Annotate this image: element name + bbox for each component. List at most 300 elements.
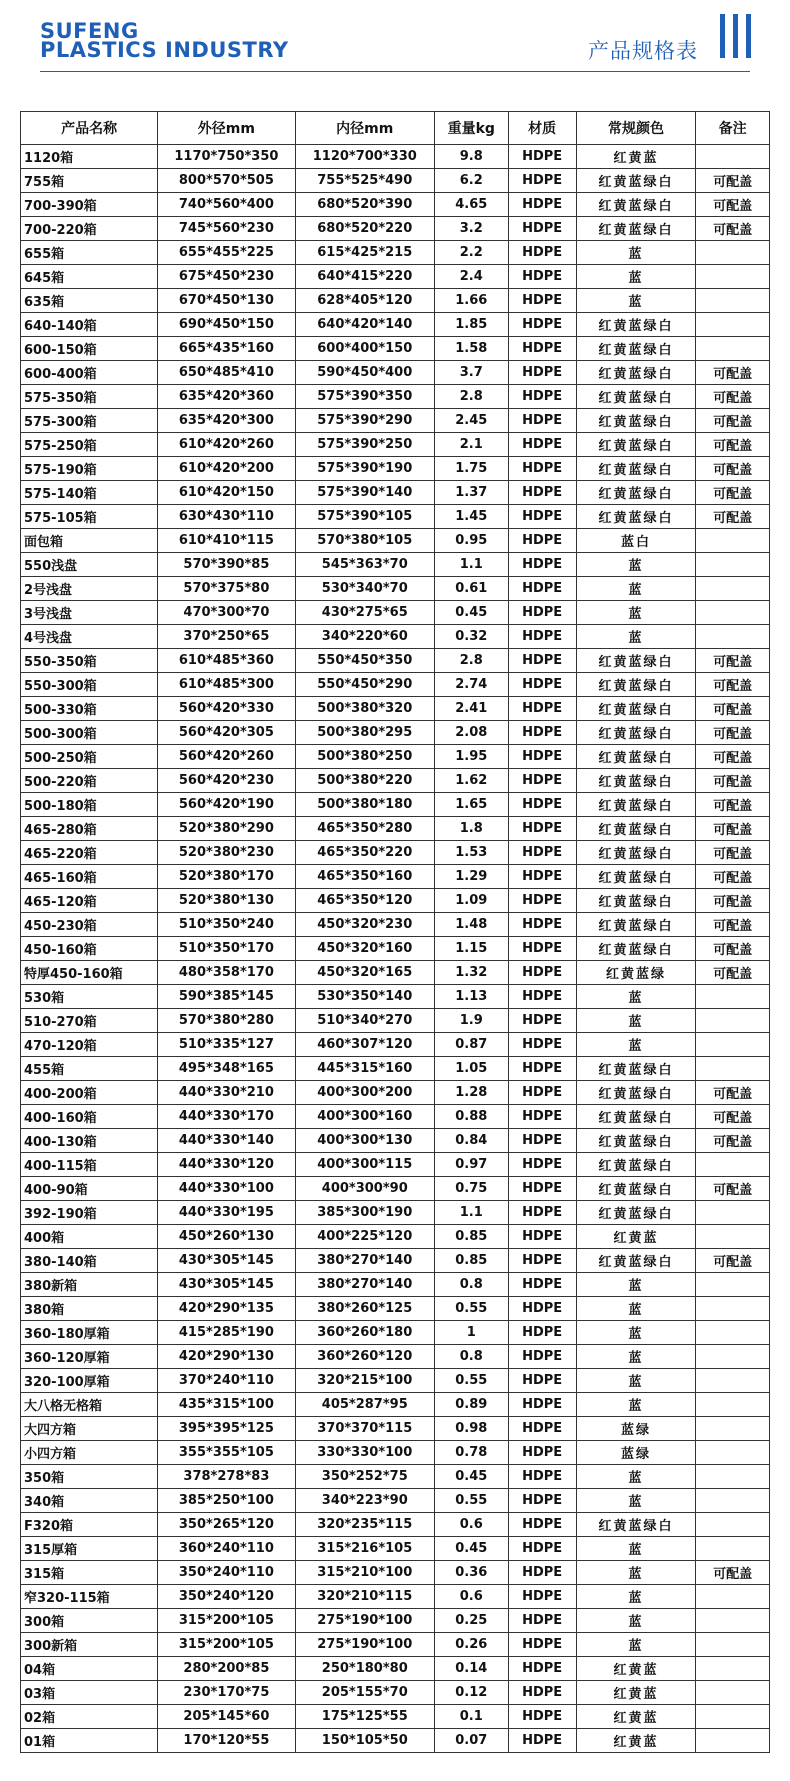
- cell-name: 645箱: [21, 265, 158, 289]
- cell-note: [696, 1417, 770, 1441]
- cell-weight: 0.6: [435, 1585, 509, 1609]
- cell-inner-size: 465*350*280: [295, 817, 434, 841]
- cell-material: HDPE: [508, 1321, 576, 1345]
- cell-note: [696, 1537, 770, 1561]
- cell-inner-size: 370*370*115: [295, 1417, 434, 1441]
- cell-weight: 4.65: [435, 193, 509, 217]
- cell-name: 470-120箱: [21, 1033, 158, 1057]
- cell-color: 红黄蓝绿白: [576, 745, 696, 769]
- cell-weight: 1.66: [435, 289, 509, 313]
- cell-inner-size: 400*300*160: [295, 1105, 434, 1129]
- cell-note: [696, 1705, 770, 1729]
- cell-color: 蓝: [576, 1585, 696, 1609]
- cell-outer-size: 635*420*360: [158, 385, 295, 409]
- cell-material: HDPE: [508, 1609, 576, 1633]
- cell-material: HDPE: [508, 193, 576, 217]
- cell-name: 500-250箱: [21, 745, 158, 769]
- cell-name: F320箱: [21, 1513, 158, 1537]
- table-row: [21, 1249, 770, 1273]
- cell-name: 380箱: [21, 1297, 158, 1321]
- table-row: [21, 289, 770, 313]
- cell-inner-size: 340*223*90: [295, 1489, 434, 1513]
- cell-name: 02箱: [21, 1705, 158, 1729]
- cell-color: 蓝: [576, 577, 696, 601]
- cell-name: 400箱: [21, 1225, 158, 1249]
- table-row: [21, 1345, 770, 1369]
- cell-weight: 3.7: [435, 361, 509, 385]
- cell-color: 蓝: [576, 1561, 696, 1585]
- cell-name: 4号浅盘: [21, 625, 158, 649]
- cell-material: HDPE: [508, 169, 576, 193]
- cell-color: 红黄蓝: [576, 1729, 696, 1753]
- cell-outer-size: 350*240*110: [158, 1561, 295, 1585]
- cell-inner-size: 530*340*70: [295, 577, 434, 601]
- cell-inner-size: 205*155*70: [295, 1681, 434, 1705]
- table-row: [21, 1657, 770, 1681]
- cell-outer-size: 570*390*85: [158, 553, 295, 577]
- cell-material: HDPE: [508, 529, 576, 553]
- cell-weight: 2.41: [435, 697, 509, 721]
- cell-note: 可配盖: [696, 481, 770, 505]
- cell-weight: 0.12: [435, 1681, 509, 1705]
- cell-weight: 0.84: [435, 1129, 509, 1153]
- cell-outer-size: 800*570*505: [158, 169, 295, 193]
- cell-inner-size: 755*525*490: [295, 169, 434, 193]
- cell-outer-size: 315*200*105: [158, 1633, 295, 1657]
- cell-name: 3号浅盘: [21, 601, 158, 625]
- cell-inner-size: 380*270*140: [295, 1273, 434, 1297]
- table-row: [21, 1201, 770, 1225]
- cell-material: HDPE: [508, 409, 576, 433]
- cell-color: 红黄蓝绿白: [576, 817, 696, 841]
- cell-outer-size: 610*410*115: [158, 529, 295, 553]
- cell-name: 500-300箱: [21, 721, 158, 745]
- cell-material: HDPE: [508, 1129, 576, 1153]
- cell-note: [696, 337, 770, 361]
- table-row: [21, 889, 770, 913]
- cell-material: HDPE: [508, 1633, 576, 1657]
- cell-color: 红黄蓝绿白: [576, 1177, 696, 1201]
- cell-color: 红黄蓝: [576, 1657, 696, 1681]
- cell-weight: 1.13: [435, 985, 509, 1009]
- cell-weight: 0.78: [435, 1441, 509, 1465]
- cell-material: HDPE: [508, 961, 576, 985]
- cell-inner-size: 628*405*120: [295, 289, 434, 313]
- cell-note: [696, 1345, 770, 1369]
- cell-weight: 0.45: [435, 1465, 509, 1489]
- cell-outer-size: 560*420*260: [158, 745, 295, 769]
- cell-material: HDPE: [508, 913, 576, 937]
- table-row: [21, 481, 770, 505]
- cell-material: HDPE: [508, 481, 576, 505]
- column-header-outer: 外径mm: [158, 112, 295, 145]
- table-row: [21, 961, 770, 985]
- brand-line-1: SUFENG: [40, 19, 139, 43]
- cell-note: 可配盖: [696, 889, 770, 913]
- cell-material: HDPE: [508, 1513, 576, 1537]
- cell-color: 蓝: [576, 1321, 696, 1345]
- cell-note: 可配盖: [696, 865, 770, 889]
- cell-weight: 0.8: [435, 1273, 509, 1297]
- cell-color: 红黄蓝绿白: [576, 433, 696, 457]
- cell-outer-size: 675*450*230: [158, 265, 295, 289]
- cell-name: 510-270箱: [21, 1009, 158, 1033]
- cell-color: 红黄蓝绿白: [576, 1105, 696, 1129]
- cell-weight: 0.55: [435, 1297, 509, 1321]
- column-header-name: 产品名称: [21, 112, 158, 145]
- cell-inner-size: 530*350*140: [295, 985, 434, 1009]
- table-row: [21, 1057, 770, 1081]
- cell-material: HDPE: [508, 1105, 576, 1129]
- table-row: [21, 385, 770, 409]
- cell-outer-size: 520*380*290: [158, 817, 295, 841]
- cell-inner-size: 575*390*350: [295, 385, 434, 409]
- cell-material: HDPE: [508, 841, 576, 865]
- cell-material: HDPE: [508, 1537, 576, 1561]
- cell-outer-size: 630*430*110: [158, 505, 295, 529]
- cell-outer-size: 655*455*225: [158, 241, 295, 265]
- table-row: [21, 1465, 770, 1489]
- cell-material: HDPE: [508, 889, 576, 913]
- cell-name: 600-400箱: [21, 361, 158, 385]
- cell-name: 大四方箱: [21, 1417, 158, 1441]
- cell-color: 蓝: [576, 241, 696, 265]
- cell-outer-size: 1170*750*350: [158, 145, 295, 169]
- cell-note: [696, 625, 770, 649]
- cell-outer-size: 690*450*150: [158, 313, 295, 337]
- cell-weight: 2.1: [435, 433, 509, 457]
- cell-material: HDPE: [508, 1297, 576, 1321]
- cell-outer-size: 520*380*130: [158, 889, 295, 913]
- cell-material: HDPE: [508, 1201, 576, 1225]
- cell-color: 蓝: [576, 1009, 696, 1033]
- cell-weight: 1.48: [435, 913, 509, 937]
- cell-note: [696, 1633, 770, 1657]
- cell-color: 蓝: [576, 601, 696, 625]
- cell-name: 360-180厚箱: [21, 1321, 158, 1345]
- cell-name: 400-200箱: [21, 1081, 158, 1105]
- cell-material: HDPE: [508, 1705, 576, 1729]
- cell-name: 455箱: [21, 1057, 158, 1081]
- cell-outer-size: 560*420*230: [158, 769, 295, 793]
- cell-weight: 2.45: [435, 409, 509, 433]
- cell-inner-size: 150*105*50: [295, 1729, 434, 1753]
- table-row: [21, 1009, 770, 1033]
- cell-note: 可配盖: [696, 817, 770, 841]
- cell-name: 392-190箱: [21, 1201, 158, 1225]
- cell-weight: 3.2: [435, 217, 509, 241]
- cell-outer-size: 420*290*130: [158, 1345, 295, 1369]
- cell-color: 红黄蓝绿白: [576, 505, 696, 529]
- cell-outer-size: 350*240*120: [158, 1585, 295, 1609]
- cell-name: 465-280箱: [21, 817, 158, 841]
- cell-inner-size: 640*415*220: [295, 265, 434, 289]
- cell-weight: 0.26: [435, 1633, 509, 1657]
- cell-note: [696, 1609, 770, 1633]
- table-row: [21, 1417, 770, 1441]
- cell-note: [696, 1009, 770, 1033]
- cell-name: 575-300箱: [21, 409, 158, 433]
- cell-material: HDPE: [508, 1225, 576, 1249]
- cell-material: HDPE: [508, 601, 576, 625]
- cell-inner-size: 320*210*115: [295, 1585, 434, 1609]
- cell-name: 575-140箱: [21, 481, 158, 505]
- cell-weight: 0.85: [435, 1249, 509, 1273]
- cell-name: 350箱: [21, 1465, 158, 1489]
- cell-weight: 1.09: [435, 889, 509, 913]
- header-divider: [40, 71, 750, 72]
- cell-color: 红黄蓝绿: [576, 961, 696, 985]
- cell-color: 蓝: [576, 1369, 696, 1393]
- table-row: [21, 1633, 770, 1657]
- cell-color: 红黄蓝绿白: [576, 697, 696, 721]
- cell-color: 蓝: [576, 265, 696, 289]
- cell-name: 500-330箱: [21, 697, 158, 721]
- cell-weight: 0.97: [435, 1153, 509, 1177]
- cell-weight: 2.74: [435, 673, 509, 697]
- cell-color: 蓝: [576, 553, 696, 577]
- cell-color: 红黄蓝绿白: [576, 865, 696, 889]
- cell-outer-size: 670*450*130: [158, 289, 295, 313]
- cell-note: 可配盖: [696, 457, 770, 481]
- cell-note: 可配盖: [696, 697, 770, 721]
- table-row: [21, 1369, 770, 1393]
- cell-note: [696, 145, 770, 169]
- cell-name: 465-120箱: [21, 889, 158, 913]
- cell-note: 可配盖: [696, 1177, 770, 1201]
- cell-outer-size: 740*560*400: [158, 193, 295, 217]
- table-row: [21, 913, 770, 937]
- cell-outer-size: 560*420*190: [158, 793, 295, 817]
- table-row: [21, 697, 770, 721]
- cell-color: 红黄蓝绿白: [576, 169, 696, 193]
- table-body: [21, 145, 770, 1753]
- cell-color: 蓝: [576, 1297, 696, 1321]
- cell-color: 红黄蓝绿白: [576, 1057, 696, 1081]
- cell-outer-size: 370*250*65: [158, 625, 295, 649]
- spec-table-container: [20, 111, 770, 1753]
- cell-material: HDPE: [508, 721, 576, 745]
- table-row: [21, 673, 770, 697]
- table-row: [21, 1081, 770, 1105]
- table-row: [21, 769, 770, 793]
- cell-note: [696, 1225, 770, 1249]
- cell-weight: 1.29: [435, 865, 509, 889]
- cell-material: HDPE: [508, 1081, 576, 1105]
- cell-note: [696, 601, 770, 625]
- cell-name: 575-250箱: [21, 433, 158, 457]
- cell-note: [696, 1465, 770, 1489]
- cell-note: [696, 1441, 770, 1465]
- cell-outer-size: 280*200*85: [158, 1657, 295, 1681]
- cell-note: [696, 313, 770, 337]
- cell-outer-size: 610*485*300: [158, 673, 295, 697]
- cell-name: 635箱: [21, 289, 158, 313]
- table-row: [21, 529, 770, 553]
- cell-weight: 1.62: [435, 769, 509, 793]
- table-row: [21, 241, 770, 265]
- cell-inner-size: 385*300*190: [295, 1201, 434, 1225]
- cell-inner-size: 330*330*100: [295, 1441, 434, 1465]
- cell-weight: 0.85: [435, 1225, 509, 1249]
- cell-note: 可配盖: [696, 673, 770, 697]
- cell-inner-size: 175*125*55: [295, 1705, 434, 1729]
- cell-outer-size: 745*560*230: [158, 217, 295, 241]
- cell-color: 蓝: [576, 1273, 696, 1297]
- cell-outer-size: 480*358*170: [158, 961, 295, 985]
- table-row: [21, 1681, 770, 1705]
- cell-outer-size: 440*330*120: [158, 1153, 295, 1177]
- cell-note: [696, 289, 770, 313]
- cell-note: 可配盖: [696, 745, 770, 769]
- page-title: 产品规格表: [588, 39, 698, 63]
- cell-outer-size: 360*240*110: [158, 1537, 295, 1561]
- table-row: [21, 1513, 770, 1537]
- cell-note: 可配盖: [696, 169, 770, 193]
- cell-name: 400-90箱: [21, 1177, 158, 1201]
- cell-note: [696, 265, 770, 289]
- table-row: [21, 577, 770, 601]
- cell-inner-size: 545*363*70: [295, 553, 434, 577]
- cell-weight: 0.36: [435, 1561, 509, 1585]
- table-row: [21, 793, 770, 817]
- cell-weight: 2.8: [435, 385, 509, 409]
- table-row: [21, 649, 770, 673]
- cell-material: HDPE: [508, 241, 576, 265]
- cell-inner-size: 450*320*160: [295, 937, 434, 961]
- cell-outer-size: 435*315*100: [158, 1393, 295, 1417]
- cell-material: HDPE: [508, 385, 576, 409]
- cell-weight: 1.75: [435, 457, 509, 481]
- table-row: [21, 1585, 770, 1609]
- cell-note: 可配盖: [696, 913, 770, 937]
- table-header-row: [21, 112, 770, 145]
- cell-material: HDPE: [508, 1585, 576, 1609]
- cell-outer-size: 385*250*100: [158, 1489, 295, 1513]
- table-row: [21, 457, 770, 481]
- cell-color: 蓝: [576, 1345, 696, 1369]
- cell-weight: 0.55: [435, 1489, 509, 1513]
- cell-weight: 0.89: [435, 1393, 509, 1417]
- cell-outer-size: 378*278*83: [158, 1465, 295, 1489]
- cell-inner-size: 615*425*215: [295, 241, 434, 265]
- cell-inner-size: 500*380*180: [295, 793, 434, 817]
- cell-name: 550-350箱: [21, 649, 158, 673]
- cell-color: 蓝: [576, 1537, 696, 1561]
- cell-inner-size: 380*260*125: [295, 1297, 434, 1321]
- cell-weight: 1.1: [435, 1201, 509, 1225]
- cell-outer-size: 440*330*210: [158, 1081, 295, 1105]
- cell-inner-size: 500*380*250: [295, 745, 434, 769]
- cell-inner-size: 575*390*140: [295, 481, 434, 505]
- cell-note: [696, 1201, 770, 1225]
- cell-note: 可配盖: [696, 961, 770, 985]
- cell-outer-size: 610*485*360: [158, 649, 295, 673]
- cell-material: HDPE: [508, 1489, 576, 1513]
- cell-weight: 1.45: [435, 505, 509, 529]
- cell-outer-size: 590*385*145: [158, 985, 295, 1009]
- cell-color: 蓝: [576, 1465, 696, 1489]
- cell-note: [696, 1369, 770, 1393]
- cell-inner-size: 510*340*270: [295, 1009, 434, 1033]
- cell-outer-size: 230*170*75: [158, 1681, 295, 1705]
- cell-weight: 0.8: [435, 1345, 509, 1369]
- cell-inner-size: 590*450*400: [295, 361, 434, 385]
- cell-name: 465-220箱: [21, 841, 158, 865]
- cell-note: 可配盖: [696, 193, 770, 217]
- cell-weight: 1.1: [435, 553, 509, 577]
- cell-name: 700-390箱: [21, 193, 158, 217]
- cell-color: 红黄蓝绿白: [576, 721, 696, 745]
- cell-color: 蓝绿: [576, 1417, 696, 1441]
- table-row: [21, 1033, 770, 1057]
- cell-material: HDPE: [508, 1345, 576, 1369]
- cell-outer-size: 420*290*135: [158, 1297, 295, 1321]
- table-row: [21, 1705, 770, 1729]
- cell-weight: 1.53: [435, 841, 509, 865]
- cell-note: [696, 553, 770, 577]
- cell-note: [696, 1297, 770, 1321]
- cell-inner-size: 460*307*120: [295, 1033, 434, 1057]
- cell-note: [696, 1513, 770, 1537]
- cell-color: 红黄蓝: [576, 1225, 696, 1249]
- cell-color: 红黄蓝绿白: [576, 1153, 696, 1177]
- cell-inner-size: 360*260*180: [295, 1321, 434, 1345]
- cell-material: HDPE: [508, 457, 576, 481]
- cell-weight: 1.28: [435, 1081, 509, 1105]
- cell-outer-size: 560*420*330: [158, 697, 295, 721]
- cell-note: [696, 1057, 770, 1081]
- cell-color: 红黄蓝绿白: [576, 769, 696, 793]
- cell-note: [696, 1393, 770, 1417]
- cell-name: 400-130箱: [21, 1129, 158, 1153]
- cell-note: 可配盖: [696, 769, 770, 793]
- cell-weight: 1.65: [435, 793, 509, 817]
- cell-outer-size: 395*395*125: [158, 1417, 295, 1441]
- cell-color: 红黄蓝绿白: [576, 649, 696, 673]
- cell-inner-size: 445*315*160: [295, 1057, 434, 1081]
- cell-outer-size: 205*145*60: [158, 1705, 295, 1729]
- cell-color: 蓝: [576, 1033, 696, 1057]
- cell-color: 红黄蓝绿白: [576, 1081, 696, 1105]
- cell-note: [696, 1657, 770, 1681]
- cell-name: 2号浅盘: [21, 577, 158, 601]
- cell-name: 700-220箱: [21, 217, 158, 241]
- cell-name: 500-220箱: [21, 769, 158, 793]
- cell-inner-size: 550*450*350: [295, 649, 434, 673]
- cell-outer-size: 570*375*80: [158, 577, 295, 601]
- cell-note: 可配盖: [696, 385, 770, 409]
- table-row: [21, 361, 770, 385]
- cell-material: HDPE: [508, 505, 576, 529]
- table-row: [21, 169, 770, 193]
- cell-material: HDPE: [508, 313, 576, 337]
- cell-color: 红黄蓝绿白: [576, 217, 696, 241]
- brand-logo: [40, 19, 289, 62]
- page-header: [0, 0, 790, 74]
- table-row: [21, 721, 770, 745]
- cell-material: HDPE: [508, 217, 576, 241]
- cell-material: HDPE: [508, 1465, 576, 1489]
- cell-name: 600-150箱: [21, 337, 158, 361]
- cell-weight: 0.45: [435, 1537, 509, 1561]
- table-row: [21, 1153, 770, 1177]
- cell-color: 红黄蓝绿白: [576, 673, 696, 697]
- cell-material: HDPE: [508, 649, 576, 673]
- cell-material: HDPE: [508, 793, 576, 817]
- cell-note: 可配盖: [696, 649, 770, 673]
- cell-note: 可配盖: [696, 721, 770, 745]
